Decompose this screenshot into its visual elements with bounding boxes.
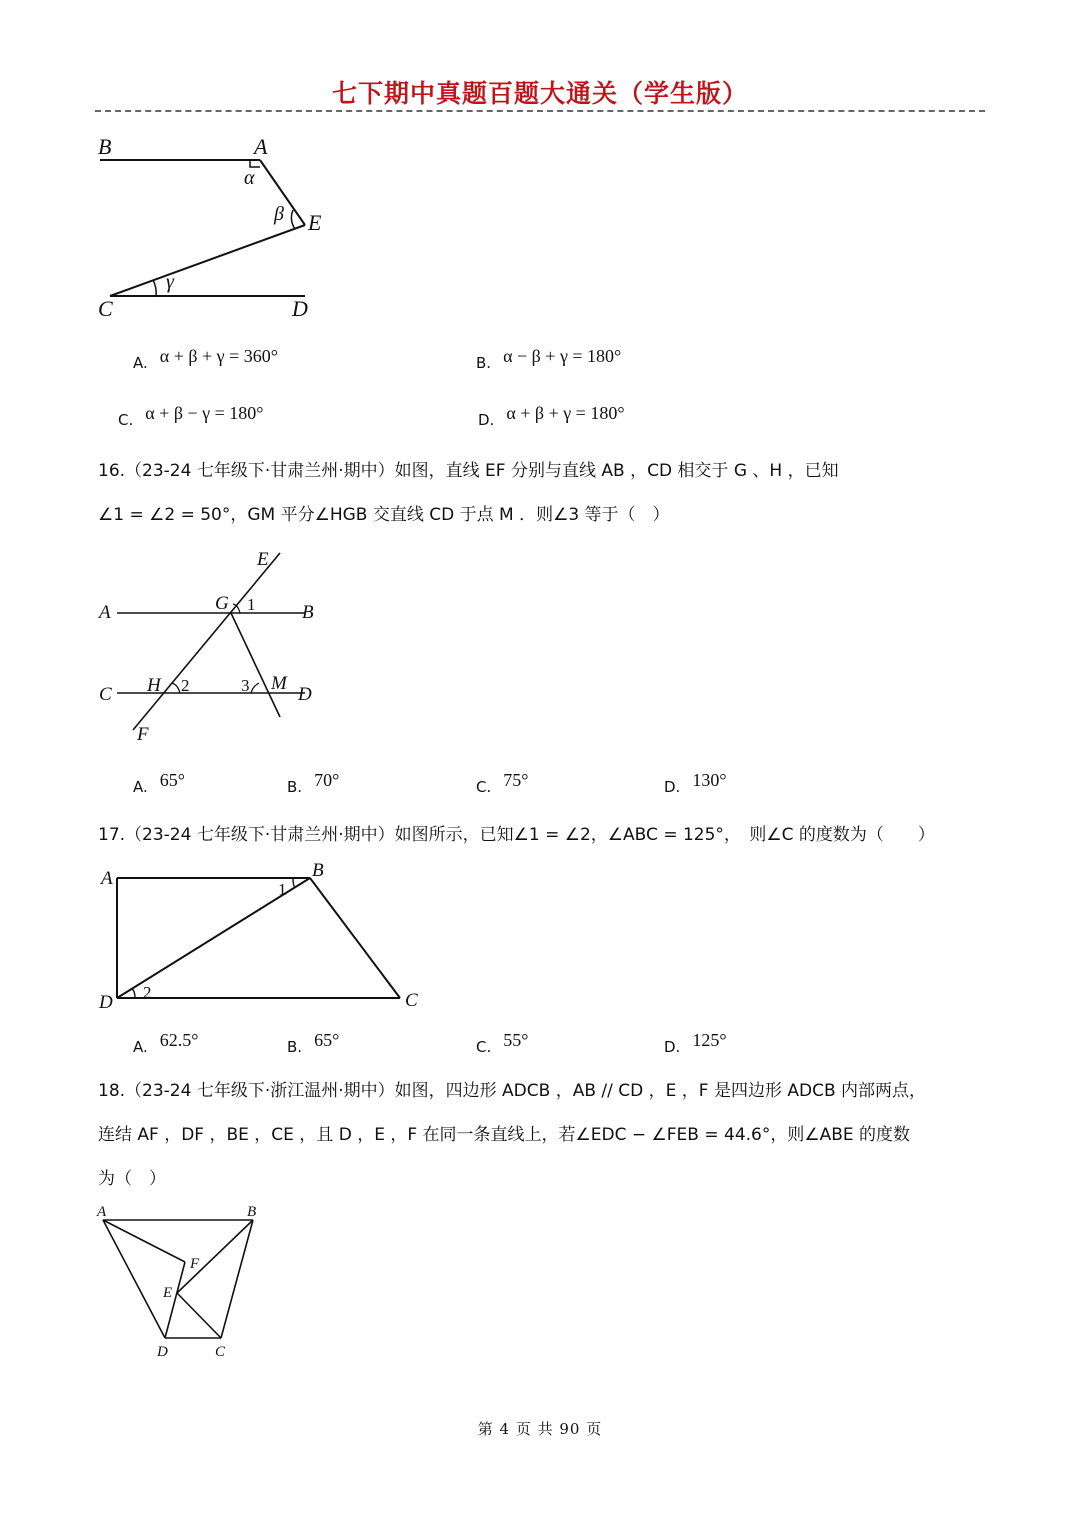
angle-alpha-arc [250, 160, 260, 167]
q16-option-c[interactable]: C. 75° [476, 770, 529, 796]
label-A: A [101, 868, 113, 889]
q17-option-a[interactable]: A. 62.5° [133, 1030, 199, 1056]
label-1: 1 [247, 595, 256, 614]
angle-1-arc [293, 878, 295, 888]
q16-stem-line1: 16.（23-24 七年级下·甘肃兰州·期中）如图，直线 EF 分别与直线 AB ，CD 相交于 G 、H ，已知 [98, 461, 839, 481]
label-beta: β [274, 203, 284, 225]
angle-beta-arc [291, 210, 295, 229]
label-A: A [99, 602, 111, 623]
label-1: 1 [278, 880, 287, 899]
line-BC [310, 878, 400, 998]
label-E: E [308, 210, 322, 235]
q15-option-b[interactable]: B. α − β + γ = 180° [476, 346, 622, 372]
q16-option-d[interactable]: D. 130° [664, 770, 727, 796]
q16-option-a[interactable]: A. 65° [133, 770, 185, 796]
label-E: E [257, 549, 269, 570]
angle-gamma-arc [153, 280, 156, 296]
q16-figure [95, 545, 335, 745]
label-F: F [137, 724, 149, 745]
q15-option-a[interactable]: A. α + β + γ = 360° [133, 346, 278, 372]
label-F: F [190, 1256, 200, 1272]
q17-figure [95, 858, 435, 1018]
label-2: 2 [181, 676, 190, 695]
label-C: C [99, 684, 112, 705]
label-G: G [215, 593, 229, 614]
line-AD [103, 1220, 165, 1338]
label-alpha: α [244, 167, 255, 189]
q15-option-c[interactable]: C. α + β − γ = 180° [118, 403, 264, 429]
q15-option-d[interactable]: D. α + β + γ = 180° [478, 403, 625, 429]
page-footer: 第 4 页 共 90 页 [477, 1420, 603, 1438]
label-B: B [302, 602, 314, 623]
q17-option-d[interactable]: D. 125° [664, 1030, 727, 1056]
line-BE [177, 1220, 253, 1293]
header-divider [95, 110, 985, 112]
label-B: B [98, 134, 112, 159]
line-EC [110, 225, 305, 296]
label-C: C [98, 296, 113, 321]
angle-2-arc [132, 989, 135, 998]
q18-stem-line1: 18.（23-24 七年级下·浙江温州·期中）如图，四边形 ADCB ，AB // CD ，E ，F 是四边形 ADCB 内部两点， [98, 1081, 927, 1101]
q18-stem-line3: 为（ ） [98, 1169, 166, 1189]
label-C: C [215, 1344, 226, 1360]
q15-figure [90, 130, 350, 330]
label-E: E [163, 1285, 173, 1301]
label-H: H [147, 675, 161, 696]
line-GM [231, 613, 280, 717]
label-B: B [247, 1204, 257, 1220]
line-BC [221, 1220, 253, 1338]
line-AF [103, 1220, 185, 1262]
label-A: A [97, 1204, 107, 1220]
label-C: C [405, 990, 418, 1011]
line-CE [177, 1293, 221, 1338]
label-2: 2 [143, 983, 152, 1002]
label-D: D [99, 992, 113, 1013]
label-A: A [254, 134, 268, 159]
angle-2-arc [172, 683, 180, 693]
q18-figure [95, 1200, 275, 1360]
label-D: D [298, 684, 312, 705]
page-header-title: 七下期中真题百题大通关（学生版） [331, 79, 748, 108]
label-gamma: γ [166, 271, 174, 293]
label-M: M [271, 673, 287, 694]
line-EF [133, 553, 280, 730]
q17-option-c[interactable]: C. 55° [476, 1030, 529, 1056]
label-D: D [292, 296, 308, 321]
label-B: B [312, 860, 324, 881]
label-D: D [157, 1344, 168, 1360]
q16-option-b[interactable]: B. 70° [287, 770, 340, 796]
q17-option-b[interactable]: B. 65° [287, 1030, 340, 1056]
q18-stem-line2: 连结 AF ，DF ，BE ，CE ，且 D ，E ，F 在同一条直线上，若∠EDC − ∠FEB = 44.6°，则∠ABE 的度数 [98, 1125, 911, 1145]
q17-stem-line1: 17.（23-24 七年级下·甘肃兰州·期中）如图所示，已知∠1 = ∠2，∠ABC = 125°， 则∠C 的度数为（ ） [98, 825, 935, 845]
q16-stem-line2: ∠1 = ∠2 = 50°，GM 平分∠HGB 交直线 CD 于点 M ．则∠3 等于（ ） [98, 505, 670, 525]
angle-3-arc [251, 683, 259, 693]
label-3: 3 [241, 676, 250, 695]
